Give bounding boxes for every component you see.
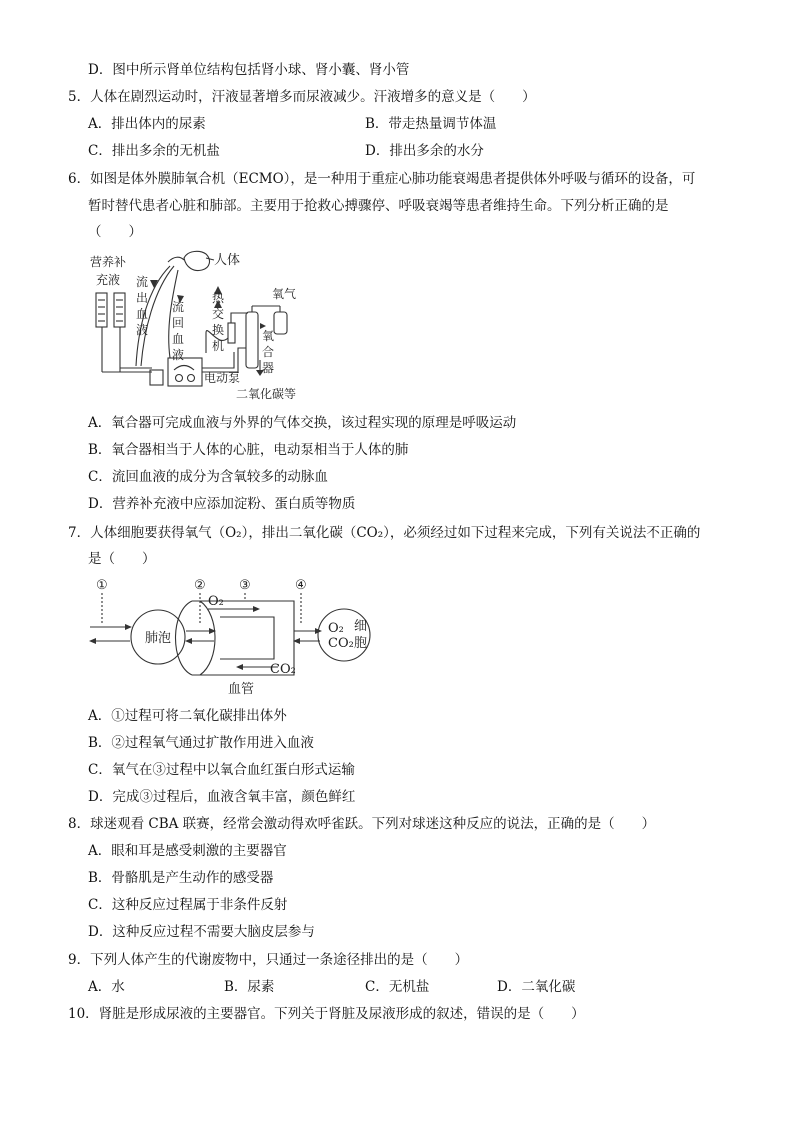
ecmo-figure: [88, 248, 318, 400]
q6-stem-line2: 暂时替代患者心脏和肺部。主要用于抢救心搏骤停、呼吸衰竭等患者维持生命。下列分析正确的是: [88, 198, 669, 214]
q5-option-a: A．排出体内的尿素: [88, 116, 206, 132]
q7-stem-line2: 是（ ）: [88, 551, 156, 567]
q6-option-d: D．营养补充液中应添加淀粉、蛋白质等物质: [88, 496, 356, 512]
marker-3: ③: [239, 578, 251, 593]
alveolus-label: 肺泡: [145, 631, 172, 646]
q6-stem-line3: （ ）: [88, 224, 142, 240]
vessel-label: 血管: [228, 682, 255, 697]
cell-char-1: 细: [354, 619, 368, 634]
oxygenator-char-3: 器: [262, 361, 275, 375]
q8-stem: 8．球迷观看 CBA 联赛，经常会激动得欢呼雀跃。下列对球迷这种反应的说法，正确的是（ ）: [68, 816, 656, 832]
q6-option-a: A．氧合器可完成血液与外界的气体交换，该过程实现的原理是呼吸运动: [88, 415, 517, 431]
human-label: 人体: [214, 253, 241, 268]
q5-option-d: D．排出多余的水分: [365, 143, 484, 159]
q5-stem: 5．人体在剧烈运动时，汗液显著增多而尿液减少。汗液增多的意义是（ ）: [68, 89, 536, 105]
q10-stem: 10．肾脏是形成尿液的主要器官。下列关于肾脏及尿液形成的叙述，错误的是（ ）: [68, 1006, 585, 1022]
heat-char-1: 热: [212, 291, 225, 305]
vessel-co2-label: CO₂: [270, 662, 296, 677]
oxygenator-char-2: 合: [262, 345, 275, 359]
nutrient-label-1: 营养补: [90, 255, 127, 269]
heat-char-4: 机: [212, 339, 225, 353]
outflow-char-1: 流: [136, 275, 149, 289]
q4-option-d: D．图中所示肾单位结构包括肾小球、肾小囊、肾小管: [88, 62, 410, 78]
heat-char-2: 交: [212, 307, 225, 321]
q9-option-d: D．二氧化碳: [497, 979, 576, 995]
q8-option-d: D．这种反应过程不需要大脑皮层参与: [88, 924, 315, 940]
oxygen-label: 氧气: [272, 287, 297, 301]
q8-option-b: B．骨骼肌是产生动作的感受器: [88, 870, 274, 886]
q6-stem-line1: 6．如图是体外膜肺氧合机（ECMO），是一种用于重症心肺功能衰竭患者提供体外呼吸与循环的设备，可: [68, 171, 696, 187]
marker-1: ①: [96, 578, 108, 593]
co2-label: 二氧化碳等: [236, 387, 297, 400]
q8-option-c: C．这种反应过程属于非条件反射: [88, 897, 288, 913]
q7-option-d: D．完成③过程后，血液含氧丰富，颜色鲜红: [88, 789, 356, 805]
q9-option-c: C．无机盐: [365, 979, 430, 995]
q8-option-a: A．眼和耳是感受刺激的主要器官: [88, 843, 287, 859]
cell-co2-label: CO₂: [328, 636, 354, 651]
pump-label: 电动泵: [204, 371, 241, 385]
q7-option-a: A．①过程可将二氧化碳排出体外: [88, 708, 287, 724]
q9-stem: 9．下列人体产生的代谢废物中，只通过一条途径排出的是（ ）: [68, 952, 469, 968]
respiration-figure: [88, 575, 388, 700]
q5-option-b: B．带走热量调节体温: [365, 116, 497, 132]
heat-char-3: 换: [212, 323, 225, 337]
cell-char-2: 胞: [354, 636, 368, 651]
q7-option-b: B．②过程氧气通过扩散作用进入血液: [88, 735, 314, 751]
return-char-2: 回: [172, 316, 185, 330]
q9-option-a: A．水: [88, 979, 125, 995]
marker-2: ②: [194, 578, 206, 593]
vessel-o2-label: O₂: [208, 594, 224, 609]
return-char-4: 液: [172, 348, 185, 362]
q6-option-b: B．氧合器相当于人体的心脏，电动泵相当于人体的肺: [88, 442, 409, 458]
nutrient-label-2: 充液: [96, 273, 121, 287]
outflow-char-4: 液: [136, 323, 149, 337]
cell-o2-label: O₂: [328, 621, 344, 636]
return-char-3: 血: [172, 332, 185, 346]
outflow-char-2: 出: [136, 291, 149, 305]
q7-stem-line1: 7．人体细胞要获得氧气（O₂），排出二氧化碳（CO₂），必须经过如下过程来完成，下列有关说法不正确的: [68, 525, 701, 541]
oxygenator-char-1: 氧: [262, 329, 275, 343]
q6-option-c: C．流回血液的成分为含氧较多的动脉血: [88, 469, 328, 485]
q7-option-c: C．氧气在③过程中以氧合血红蛋白形式运输: [88, 762, 355, 778]
marker-4: ④: [295, 578, 307, 593]
q9-option-b: B．尿素: [224, 979, 275, 995]
q5-option-c: C．排出多余的无机盐: [88, 143, 220, 159]
return-char-1: 流: [172, 300, 185, 314]
outflow-char-3: 血: [136, 307, 149, 321]
